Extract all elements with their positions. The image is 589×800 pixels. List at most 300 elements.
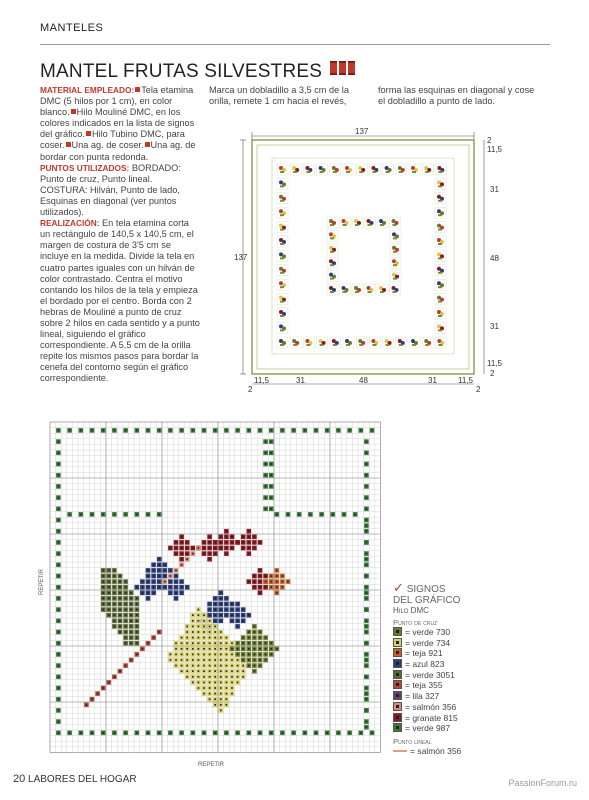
stitch-mark <box>360 430 362 432</box>
stitch-mark <box>220 654 222 656</box>
stitch-mark <box>181 586 183 588</box>
legend-label: = teja 921 <box>405 648 443 659</box>
stitch-mark <box>130 609 132 611</box>
stitch-mark <box>58 698 60 700</box>
watermark: PassionForum.ru <box>508 778 577 788</box>
stitch-mark <box>259 642 261 644</box>
stitch-mark <box>270 581 272 583</box>
legend-row <box>393 648 543 659</box>
stitch-mark <box>237 676 239 678</box>
instructions-heading: REALIZACIÓN: <box>40 218 100 229</box>
stitch-mark <box>360 732 362 734</box>
page-footer <box>13 773 137 785</box>
fruit-motif <box>290 337 301 348</box>
fruit-motif <box>435 222 446 233</box>
stitch-mark <box>158 514 160 516</box>
dim-left: 137 <box>234 253 248 262</box>
stitch-mark <box>366 497 368 499</box>
stitch-mark <box>237 542 239 544</box>
stitch-mark <box>248 732 250 734</box>
stitch-mark <box>366 463 368 465</box>
stitch-mark <box>237 609 239 611</box>
stitch-mark <box>175 581 177 583</box>
stitch-mark <box>242 648 244 650</box>
stitch-mark <box>276 581 278 583</box>
fruit-motif <box>343 164 354 175</box>
stitch-mark <box>220 687 222 689</box>
legend-label: = lila 327 <box>405 691 440 702</box>
stitch-mark <box>136 631 138 633</box>
stitch-mark <box>242 659 244 661</box>
stitch-mark <box>119 575 121 577</box>
stitch-mark <box>114 732 116 734</box>
stitch-mark <box>214 542 216 544</box>
stitch-mark <box>80 430 82 432</box>
stitch-mark <box>242 609 244 611</box>
stitch-mark <box>192 547 194 549</box>
fruit-motif <box>317 164 328 175</box>
stitch-mark <box>259 659 261 661</box>
legend-row <box>393 713 543 724</box>
stitch-mark <box>214 620 216 622</box>
stitch-mark <box>366 721 368 723</box>
stitch-mark <box>125 614 127 616</box>
stitch-mark <box>125 609 127 611</box>
stitch-mark <box>58 575 60 577</box>
stitch-mark <box>220 670 222 672</box>
materials-text: Tela etamina DMC (5 hilos por 1 cm), en color blanco. <box>40 85 194 118</box>
stitch-mark <box>248 665 250 667</box>
stitch-mark <box>130 598 132 600</box>
stitch-mark <box>226 603 228 605</box>
stitch-mark <box>265 474 267 476</box>
legend-line-heading: Punto lineal <box>393 736 432 746</box>
stitch-mark <box>114 430 116 432</box>
stitch-mark <box>259 654 261 656</box>
stitch-mark <box>287 514 289 516</box>
text-column-2: Marca un dobladillo a 3,5 cm de la orilla, remete 1 cm hacia el revés, <box>209 85 349 107</box>
stitch-mark <box>214 648 216 650</box>
stitch-mark <box>214 553 216 555</box>
stitch-mark <box>265 508 267 510</box>
stitch-mark <box>198 682 200 684</box>
stitch-mark <box>192 637 194 639</box>
stitch-mark <box>237 659 239 661</box>
stitch-mark <box>259 637 261 639</box>
stitch-mark <box>220 598 222 600</box>
stitch-mark <box>114 598 116 600</box>
stitch-mark <box>354 514 356 516</box>
stitch-mark <box>142 648 144 650</box>
stitch-mark <box>203 659 205 661</box>
stitch-mark <box>114 609 116 611</box>
stitch-mark <box>58 463 60 465</box>
stitch-mark <box>119 620 121 622</box>
stitch-mark <box>158 564 160 566</box>
stitch-mark <box>198 642 200 644</box>
color-swatch <box>393 638 402 647</box>
stitch-mark <box>175 570 177 572</box>
stitch-mark <box>242 676 244 678</box>
fruit-motif <box>435 322 446 333</box>
stitch-mark <box>214 626 216 628</box>
stitch-mark <box>209 654 211 656</box>
stitch-mark <box>321 514 323 516</box>
stitch-mark <box>175 542 177 544</box>
fruit-motif <box>390 271 401 282</box>
stitch-mark <box>108 609 110 611</box>
stitch-mark <box>58 676 60 678</box>
stitch-mark <box>130 620 132 622</box>
stitch-mark <box>153 592 155 594</box>
stitch-mark <box>270 441 272 443</box>
stitch-mark <box>209 553 211 555</box>
stitch-mark <box>276 514 278 516</box>
stitch-mark <box>175 654 177 656</box>
stitch-mark <box>136 586 138 588</box>
stitch-mark <box>366 631 368 633</box>
stitch-mark <box>198 626 200 628</box>
stitch-mark <box>130 631 132 633</box>
stitch-mark <box>58 486 60 488</box>
stitch-mark <box>102 592 104 594</box>
stitch-mark <box>226 547 228 549</box>
legend-line-label: = salmón 356 <box>410 745 462 756</box>
fruit-motif <box>327 244 338 255</box>
stitch-mark <box>203 682 205 684</box>
title-text: MANTEL FRUTAS SILVESTRES <box>40 61 323 82</box>
stitch-mark <box>276 648 278 650</box>
stitch-mark <box>114 614 116 616</box>
stitch-mark <box>220 676 222 678</box>
stitch-mark <box>136 620 138 622</box>
fruit-motif <box>352 284 363 295</box>
stitch-mark <box>220 698 222 700</box>
bullet-icon <box>71 109 76 114</box>
stitch-mark <box>231 693 233 695</box>
stitch-mark <box>58 687 60 689</box>
stitch-mark <box>102 687 104 689</box>
stitch-mark <box>181 665 183 667</box>
stitch-mark <box>209 693 211 695</box>
stitch-mark <box>198 637 200 639</box>
stitch-mark <box>91 514 93 516</box>
stitch-mark <box>175 592 177 594</box>
stitch-mark <box>203 648 205 650</box>
fruit-motif <box>356 164 367 175</box>
stitch-mark <box>186 547 188 549</box>
stitch-mark <box>125 637 127 639</box>
stitch-mark <box>276 575 278 577</box>
stitch-mark <box>192 648 194 650</box>
stitch-mark <box>265 654 267 656</box>
fruit-motif <box>290 164 301 175</box>
stitch-mark <box>181 670 183 672</box>
fruit-motif <box>390 284 401 295</box>
stitch-mark <box>231 609 233 611</box>
stitch-mark <box>254 642 256 644</box>
stitch-mark <box>108 598 110 600</box>
stitch-mark <box>209 676 211 678</box>
stitch-mark <box>102 732 104 734</box>
stitch-mark <box>192 732 194 734</box>
stitch-mark <box>254 659 256 661</box>
fruit-motif <box>435 279 446 290</box>
stitch-mark <box>58 732 60 734</box>
legend-rows <box>393 627 543 734</box>
dim-bottom-7: 2 <box>476 385 481 394</box>
stitch-mark <box>153 575 155 577</box>
color-swatch <box>393 659 402 668</box>
stitch-mark <box>220 648 222 650</box>
stitch-mark <box>265 659 267 661</box>
stitch-mark <box>214 637 216 639</box>
bullet-icon <box>145 142 150 147</box>
stitch-mark <box>153 586 155 588</box>
stitch-mark <box>226 553 228 555</box>
stitch-mark <box>125 626 127 628</box>
stitch-mark <box>102 575 104 577</box>
stitch-mark <box>153 564 155 566</box>
stitch-mark <box>259 592 261 594</box>
legend-label: = verde 987 <box>405 723 451 734</box>
stitch-mark <box>130 642 132 644</box>
stitch-mark <box>270 732 272 734</box>
stitch-mark <box>108 614 110 616</box>
stitch-mark <box>136 732 138 734</box>
stitch-mark <box>254 626 256 628</box>
stitch-mark <box>209 682 211 684</box>
stitch-mark <box>248 581 250 583</box>
stitch-mark <box>125 586 127 588</box>
stitch-mark <box>276 586 278 588</box>
stitch-mark <box>58 497 60 499</box>
dim-bottom-4: 31 <box>428 376 437 385</box>
stitch-mark <box>214 732 216 734</box>
bullet-icon <box>135 87 140 92</box>
legend-cross-heading: Punto de cruz <box>393 618 438 627</box>
stitch-mark <box>248 542 250 544</box>
stitch-mark <box>209 637 211 639</box>
stitch-mark <box>209 536 211 538</box>
stitch-mark <box>226 614 228 616</box>
fruit-motif <box>277 294 288 305</box>
stitch-mark <box>58 609 60 611</box>
header-rule <box>40 44 550 45</box>
stitch-mark <box>114 592 116 594</box>
stitch-mark <box>91 698 93 700</box>
stitch-mark <box>198 609 200 611</box>
stitch-mark <box>293 430 295 432</box>
stitch-mark <box>119 592 121 594</box>
stitch-mark <box>108 682 110 684</box>
stitch-mark <box>254 547 256 549</box>
stitch-mark <box>147 514 149 516</box>
stitch-mark <box>315 430 317 432</box>
stitch-mark <box>214 642 216 644</box>
stitch-mark <box>147 581 149 583</box>
stitch-mark <box>181 648 183 650</box>
stitch-mark <box>114 586 116 588</box>
stitch-mark <box>366 592 368 594</box>
stitch-mark <box>136 598 138 600</box>
stitch-mark <box>136 603 138 605</box>
stitch-mark <box>226 682 228 684</box>
stitch-mark <box>214 693 216 695</box>
stitch-mark <box>242 542 244 544</box>
stitch-mark <box>265 575 267 577</box>
fruit-motif <box>390 257 401 268</box>
legend-label: = teja 355 <box>405 680 443 691</box>
stitch-mark <box>147 586 149 588</box>
fruit-motif <box>435 337 446 348</box>
stitch-mark <box>270 642 272 644</box>
stitches-heading: PUNTOS UTILIZADOS: <box>40 162 130 173</box>
fruit-motif <box>277 222 288 233</box>
stitch-mark <box>158 732 160 734</box>
stitch-mark <box>209 626 211 628</box>
stitch-mark <box>130 603 132 605</box>
stitch-mark <box>231 614 233 616</box>
fruit-motif <box>277 250 288 261</box>
stitch-mark <box>220 631 222 633</box>
stitch-mark <box>164 570 166 572</box>
stitch-mark <box>181 654 183 656</box>
stitch-mark <box>254 575 256 577</box>
stitch-mark <box>147 575 149 577</box>
stitch-mark <box>265 452 267 454</box>
stitch-mark <box>158 430 160 432</box>
dim-right-3: 31 <box>490 185 499 194</box>
stitch-mark <box>226 648 228 650</box>
stitch-mark <box>209 620 211 622</box>
stitch-mark <box>214 676 216 678</box>
stitch-mark <box>164 581 166 583</box>
stitch-mark <box>332 514 334 516</box>
fruit-motif <box>352 217 363 228</box>
legend-label: = verde 3051 <box>405 669 455 680</box>
stitch-mark <box>265 497 267 499</box>
stitch-mark <box>108 570 110 572</box>
stitch-mark <box>175 586 177 588</box>
text-column-3: forma las esquinas en diagonal y cose el dobladillo a punto de lado. <box>378 85 535 107</box>
stitch-mark <box>203 620 205 622</box>
checkmark-icon: ✓ <box>393 580 404 595</box>
stitch-mark <box>214 547 216 549</box>
stitch-mark <box>371 430 373 432</box>
stitch-mark <box>231 620 233 622</box>
stitch-mark <box>226 670 228 672</box>
fruit-motif <box>277 337 288 348</box>
stitch-mark <box>125 631 127 633</box>
stitch-mark <box>270 586 272 588</box>
stitch-mark <box>209 642 211 644</box>
stitch-mark <box>181 558 183 560</box>
stitch-mark <box>136 430 138 432</box>
stitch-mark <box>242 654 244 656</box>
stitch-mark <box>198 614 200 616</box>
stitch-mark <box>58 598 60 600</box>
stitch-mark <box>214 614 216 616</box>
stitch-mark <box>242 670 244 672</box>
stitch-mark <box>237 626 239 628</box>
color-swatch <box>393 680 402 689</box>
stitch-mark <box>192 670 194 672</box>
stitch-mark <box>366 620 368 622</box>
stitch-mark <box>226 693 228 695</box>
fruit-motif <box>343 337 354 348</box>
stitch-mark <box>170 547 172 549</box>
cross-stitch-chart <box>28 420 388 785</box>
stitch-mark <box>270 648 272 650</box>
fruit-motif <box>435 250 446 261</box>
tablecloth-diagram <box>234 127 510 394</box>
stitch-mark <box>254 648 256 650</box>
legend-label: = azul 823 <box>405 659 445 670</box>
stitch-mark <box>237 430 239 432</box>
legend-label: = verde 734 <box>405 637 451 648</box>
stitch-mark <box>192 665 194 667</box>
stitch-mark <box>209 631 211 633</box>
stitch-mark <box>175 575 177 577</box>
stitch-mark <box>209 687 211 689</box>
stitch-mark <box>254 542 256 544</box>
stitch-mark <box>158 631 160 633</box>
stitch-mark <box>192 620 194 622</box>
stitch-mark <box>366 665 368 667</box>
stitch-mark <box>192 631 194 633</box>
stitch-mark <box>220 536 222 538</box>
stitch-mark <box>214 609 216 611</box>
stitch-mark <box>259 631 261 633</box>
stitch-mark <box>58 441 60 443</box>
stitch-mark <box>366 441 368 443</box>
fruit-motif <box>365 217 376 228</box>
stitch-mark <box>366 598 368 600</box>
stitch-mark <box>130 614 132 616</box>
stitch-mark <box>147 642 149 644</box>
stitch-mark <box>209 542 211 544</box>
stitch-mark <box>366 659 368 661</box>
stitch-mark <box>209 665 211 667</box>
color-swatch <box>393 670 402 679</box>
fruit-motif <box>390 217 401 228</box>
stitch-mark <box>242 547 244 549</box>
stitch-mark <box>366 542 368 544</box>
stitch-mark <box>153 637 155 639</box>
stitch-mark <box>58 620 60 622</box>
stitch-mark <box>170 570 172 572</box>
stitch-mark <box>231 670 233 672</box>
stitch-mark <box>220 637 222 639</box>
stitch-mark <box>287 581 289 583</box>
stitch-mark <box>214 598 216 600</box>
stitch-mark <box>226 530 228 532</box>
stitch-mark <box>125 732 127 734</box>
legend-title-2: DEL GRÁFICO <box>393 595 461 606</box>
stitch-mark <box>58 586 60 588</box>
stitch-mark <box>366 525 368 527</box>
stitch-mark <box>310 514 312 516</box>
stitch-mark <box>203 732 205 734</box>
fruit-motif <box>330 164 341 175</box>
stitch-mark <box>186 553 188 555</box>
stitch-mark <box>220 592 222 594</box>
stitch-mark <box>147 598 149 600</box>
color-swatch <box>393 713 402 722</box>
spool-icon <box>348 61 355 75</box>
spool-icon <box>339 61 346 75</box>
